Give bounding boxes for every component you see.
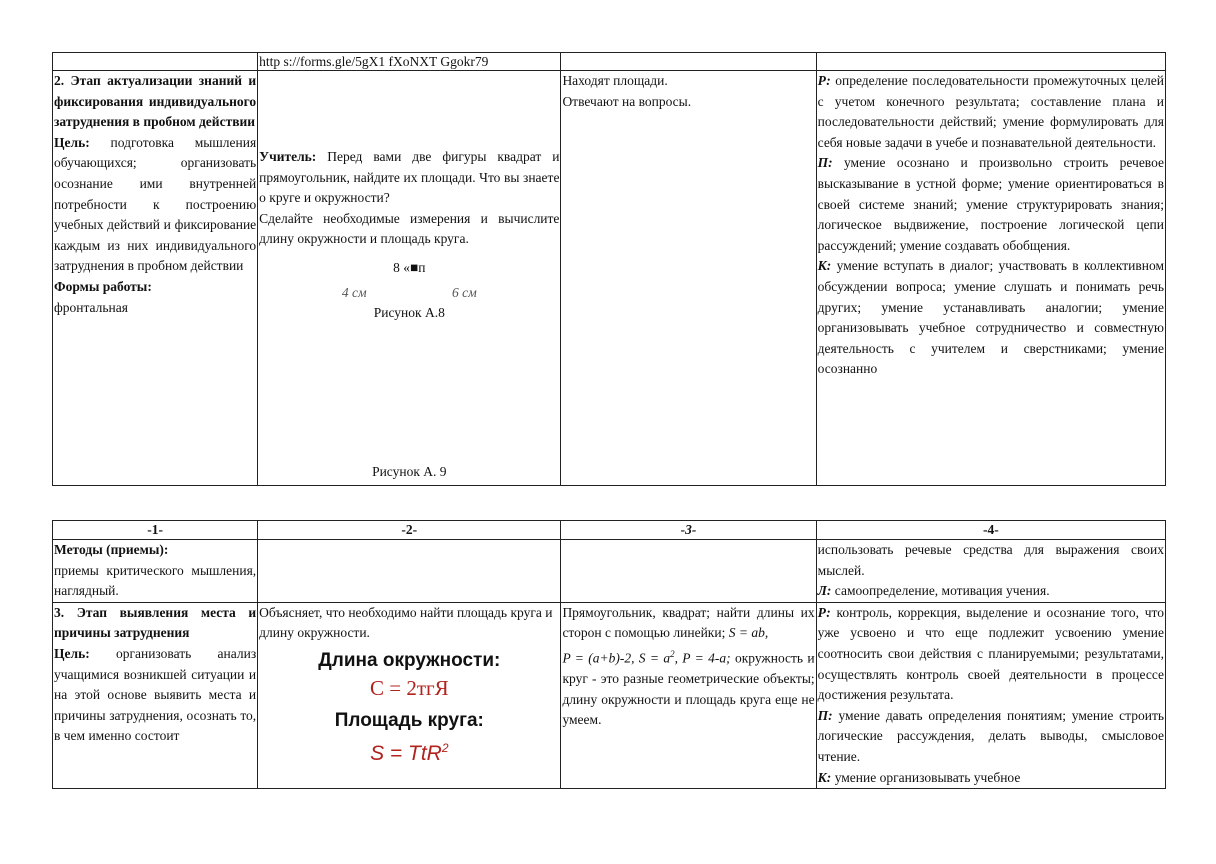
stage3-p-label: П: [817, 707, 833, 723]
stage3-student-text-a: Прямоугольник, квадрат; найти длины их сторон с помощью линейки; [562, 604, 815, 641]
l-label: Л: [817, 583, 832, 599]
stage2-goal-text: подготовка мышления обучающихся; организовать осознание ими внутренней потребности к построению учебных действий и фиксирование каждым из них индивидуального затруднения в пробном действии [54, 134, 257, 274]
stage3-student-text-b: окружность и круг - это разные геометрические объекты; длину окружности и площадь круга еще не умеем. [562, 650, 815, 728]
stage3-r-text: контроль, коррекция, выделение и осознание того, что уже усвоено и что еще подлежит усвоению умение соотносить свои действия с планируемыми; результатами, осуществлять контроль своей деятельности в процессе достижения результата. [817, 604, 1164, 703]
lesson-table-bottom [52, 520, 1166, 789]
column-header-1: -1- [53, 521, 258, 540]
teacher-text: Перед вами две фигуры квадрат и прямоугольник, найдите их площади. Что вы знаете о круге и окружности? [259, 149, 560, 206]
formula-perimeter-a: P = (a+b)-2, S = a [562, 650, 671, 666]
figure-caption-a8: Рисунок А.8 [373, 305, 445, 321]
stage2-forms-label: Формы работы: [54, 278, 152, 294]
stage3-col4 [816, 602, 1165, 788]
stage3-k-label: К: [817, 769, 832, 785]
figure-artifact: 8 «■п [393, 259, 426, 275]
l-text: самоопределение, мотивация учения. [831, 583, 1050, 599]
figure-a8 [259, 258, 559, 324]
teacher-block [259, 147, 559, 250]
stage3-r-label: Р: [817, 604, 831, 620]
stage3-goal-text: организовать анализ учащимися возникшей ситуации и на этой основе выявить места и причины затруднения, осознать то, в чем именно состоит [54, 645, 257, 744]
stage3-col2 [258, 602, 561, 788]
methods-col2 [258, 540, 561, 603]
stage3-p-text: умение давать определения понятиям; умение строить логические рассуждения, делать выводы, смысловое чтение. [817, 707, 1164, 764]
methods-label: Методы (приемы): [54, 542, 169, 557]
form-link[interactable]: http s://forms.gle/5gX1 fXoNXT Ggokr79 [258, 53, 561, 71]
column-header-3: -3- [561, 521, 816, 540]
figure-label-right: 6 см [451, 284, 477, 300]
stage3-goal-label: Цель: [54, 645, 90, 661]
length-title: Длина окружности: [318, 649, 501, 671]
formula-perimeter-sup: 2 [670, 648, 675, 659]
formula-s-ab: S = ab, [728, 625, 769, 641]
stage2-k-text: умение вступать в диалог; участвовать в коллективном обсуждении вопроса; умение слушать и понимать речь других; умение устанавливать аналогии; умение организовывать учебное сотрудничество и совместную деятельность с учителем и сверстниками; умение осознанно [817, 258, 1164, 377]
methods-col3 [561, 540, 816, 603]
stage3-col1 [53, 602, 258, 788]
column-header-4: -4- [816, 521, 1165, 540]
stage2-goal-label: Цель: [54, 134, 90, 150]
area-formula [259, 734, 559, 768]
link-row-col3 [561, 53, 816, 71]
stage2-k-label: К: [817, 258, 832, 274]
link-row-col4 [816, 53, 1165, 71]
formula-perimeter-b: , P = 4-a; [674, 650, 731, 666]
area-formula-main: S = TtR [370, 741, 442, 765]
methods-row [53, 540, 1166, 603]
stage2-r-label: Р: [817, 73, 831, 88]
link-row [53, 53, 1166, 71]
stage2-col2 [258, 71, 561, 486]
stage3-teacher-text: Объясняет, что необходимо найти площадь круга и длину окружности. [259, 604, 553, 641]
teacher-instruction: Сделайте необходимые измерения и вычислите длину окружности и площадь круга. [259, 210, 560, 247]
stage2-p-label: П: [817, 155, 833, 171]
lesson-table-top [52, 52, 1166, 486]
stage2-forms-text: фронтальная [54, 299, 128, 315]
methods-col1 [53, 540, 258, 603]
link-row-col1 [53, 53, 258, 71]
area-title: Площадь круга: [334, 709, 484, 731]
figure-caption-a9: Рисунок А. 9 [372, 464, 447, 480]
stage2-col1 [53, 71, 258, 486]
stage2-student-line1: Находят площади. [562, 73, 668, 88]
stage2-r-text: определение последовательности промежуточных целей с учетом конечного результата; составление плана и последовательности действий; умение формулировать для себя новые задачи в учебе и познавательной деятельности. [817, 73, 1164, 150]
stage2-title: 2. Этап актуализации знаний и фиксирования индивидуального затруднения в пробном действии [54, 73, 257, 130]
stage3-title: 3. Этап выявления места и причины затруднения [54, 604, 257, 641]
figure-labels [259, 283, 559, 304]
methods-text: приемы критического мышления, наглядный. [54, 562, 257, 599]
column-header-row [53, 521, 1166, 540]
methods-col4 [816, 540, 1165, 603]
figure-label-left: 4 см [341, 284, 367, 300]
length-formula: С = 2тгЯ [369, 675, 449, 700]
stage2-row [53, 71, 1166, 486]
stage2-student-line2: Отвечают на вопросы. [562, 93, 692, 109]
column-header-2: -2- [258, 521, 561, 540]
stage2-col3 [561, 71, 816, 486]
stage3-col3 [561, 602, 816, 788]
stage2-p-text: умение осознано и произвольно строить речевое высказывание в устной форме; умение ориентироваться в своей системе знаний; умение структурировать знания; логическое выдвижение, построение логической цепи рассуждений; умение создавать обобщения. [817, 155, 1164, 253]
teacher-label: Учитель: [259, 149, 317, 164]
area-formula-sup: 2 [441, 740, 449, 755]
stage2-col4 [816, 71, 1165, 486]
stage3-row [53, 602, 1166, 788]
methods-col4-text: использовать речевые средства для выражения своих мыслей. [817, 542, 1164, 578]
stage3-k-text: умение организовывать учебное [831, 769, 1021, 785]
